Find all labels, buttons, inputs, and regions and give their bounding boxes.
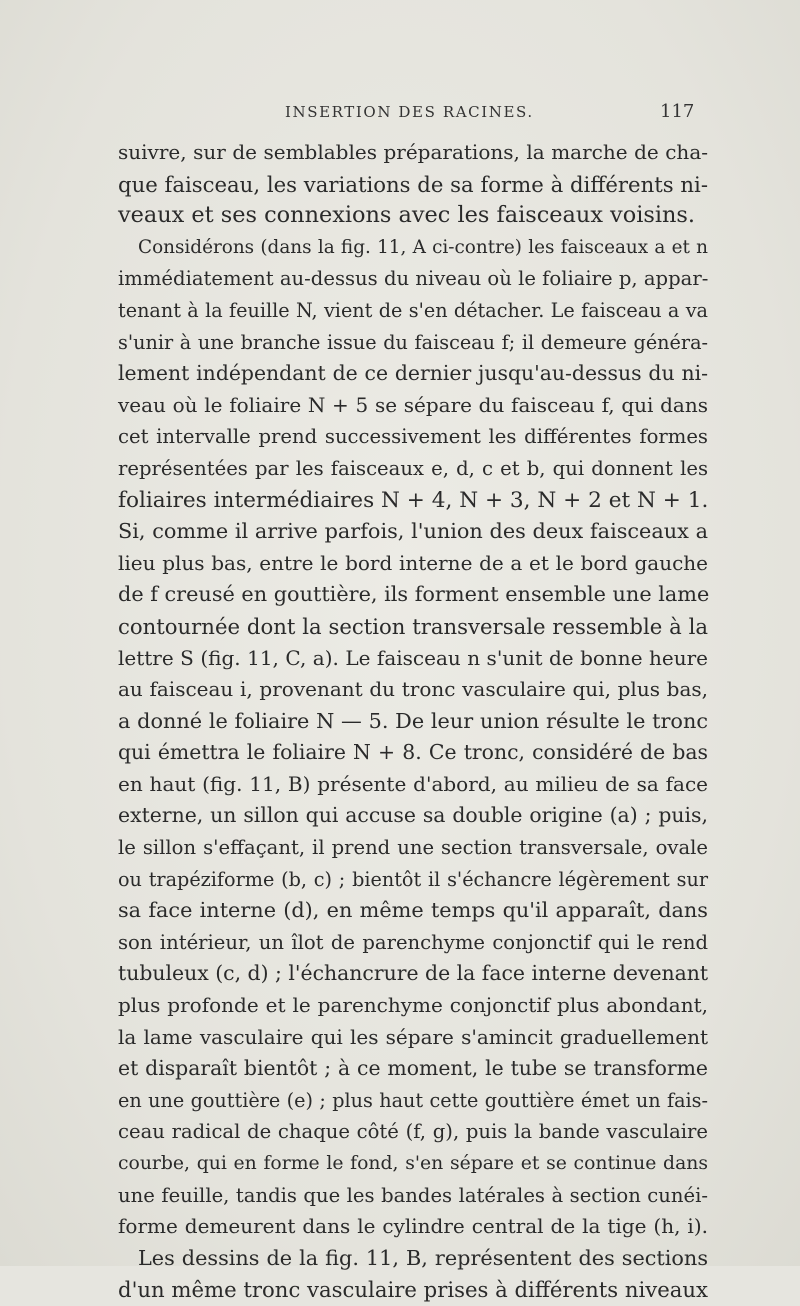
body-text <box>118 137 708 1306</box>
text-line: Les dessins de la fig. 11, B, représentent des sections <box>138 1245 708 1270</box>
text-line: foliaires intermédiaires N + 4, N + 3, N + 2 et N + 1. <box>118 487 709 513</box>
text-line: d'un même tronc vasculaire prises à différents niveaux <box>118 1277 709 1303</box>
text-line: cet intervalle prend successivement les différentes formes <box>118 425 708 449</box>
text-line: a donné le foliaire N — 5. De leur union résulte le tronc <box>118 708 708 733</box>
text-line: plus profonde et le parenchyme conjonctif plus abondant, <box>118 993 708 1018</box>
text-line: tenant à la feuille N, vient de s'en détacher. Le faisceau a va <box>118 298 708 322</box>
text-line: veau où le foliaire N + 5 se sépare du faisceau f, qui dans <box>118 392 708 417</box>
text-line: et disparaît bientôt ; à ce moment, le tube se transforme <box>118 1056 708 1081</box>
text-line: en haut (fig. 11, B) présente d'abord, au milieu de sa face <box>118 771 708 796</box>
text-line: suivre, sur de semblables préparations, la marche de cha- <box>118 140 708 164</box>
text-line: contournée dont la section transversale ressemble à la <box>118 613 708 639</box>
running-title: INSERTION DES RACINES. <box>285 103 534 121</box>
text-line: forme demeurent dans le cylindre central de la tige (h, i). <box>118 1214 708 1239</box>
text-line: tubuleux (c, d) ; l'échancrure de la face interne devenant <box>118 961 709 986</box>
running-header <box>0 103 800 131</box>
text-line: sa face interne (d), en même temps qu'il apparaît, dans <box>118 898 708 923</box>
text-line: ceau radical de chaque côté (f, g), puis la bande vasculaire <box>118 1120 708 1144</box>
text-line: au faisceau i, provenant du tronc vasculaire qui, plus bas, <box>118 677 708 702</box>
text-line: de f creusé en gouttière, ils forment ensemble une lame <box>118 582 710 607</box>
text-line: le sillon s'effaçant, il prend une section transversale, ovale <box>118 836 708 860</box>
page-number: 117 <box>660 101 695 122</box>
text-line: Considérons (dans la fig. 11, A ci-contre) les faisceaux a et n <box>138 236 708 258</box>
text-line: la lame vasculaire qui les sépare s'amincit graduellement <box>118 1024 708 1049</box>
text-line: courbe, qui en forme le fond, s'en sépare et se continue dans <box>118 1153 708 1174</box>
text-line: qui émettra le foliaire N + 8. Ce tronc, considéré de bas <box>118 740 708 765</box>
text-line: externe, un sillon qui accuse sa double origine (a) ; puis, <box>118 803 708 828</box>
text-line: ou trapéziforme (b, c) ; bientôt il s'échancre légèrement sur <box>118 867 708 891</box>
text-line: représentées par les faisceaux e, d, c et b, qui donnent les <box>118 456 708 480</box>
text-line: lement indépendant de ce dernier jusqu'au-dessus du ni- <box>118 361 708 386</box>
text-line: lettre S (fig. 11, C, a). Le faisceau n s'unit de bonne heure <box>118 645 708 670</box>
text-line: que faisceau, les variations de sa forme à différents ni- <box>118 171 708 197</box>
text-line: en une gouttière (e) ; plus haut cette gouttière émet un fais- <box>118 1088 708 1112</box>
text-line: son intérieur, un îlot de parenchyme conjonctif qui le rend <box>118 930 708 954</box>
text-line: Si, comme il arrive parfois, l'union des deux faisceaux a <box>118 519 708 544</box>
text-line: s'unir à une branche issue du faisceau f; il demeure généra- <box>118 330 708 354</box>
text-line: veaux et ses connexions avec les faisceaux voisins. <box>118 202 696 229</box>
text-line: lieu plus bas, entre le bord interne de a et le bord gauche <box>118 550 708 575</box>
text-line: immédiatement au-dessus du niveau où le foliaire p, appar- <box>118 267 709 291</box>
text-line: une feuille, tandis que les bandes latérales à section cunéi- <box>118 1183 708 1207</box>
